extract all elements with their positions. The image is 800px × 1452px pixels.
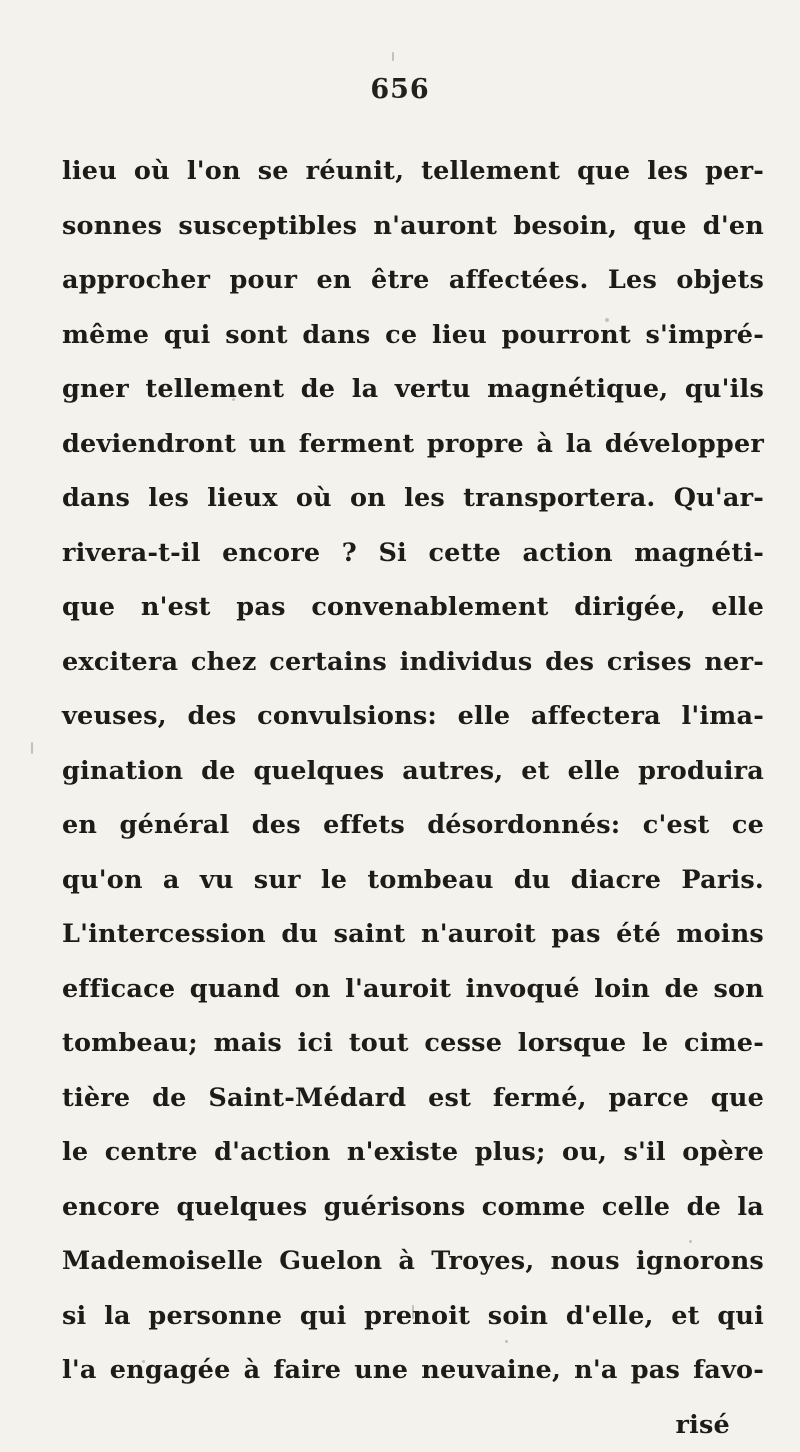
text-line: le centre d'action n'existe plus; ou, s'il opère [62,1125,764,1180]
catchword: risé [62,1398,764,1452]
text-line: encore quelques guérisons comme celle de la [62,1180,764,1235]
text-line: excitera chez certains individus des crises ner- [62,635,764,690]
text-line: deviendront un ferment propre à la développer [62,417,764,472]
text-line: Mademoiselle Guelon à Troyes, nous ignorons [62,1234,764,1289]
text-line: qu'on a vu sur le tombeau du diacre Paris. [62,853,764,908]
text-line: veuses, des convulsions: elle affectera l'ima- [62,689,764,744]
text-line: que n'est pas convenablement dirigée, elle [62,580,764,635]
text-line: L'intercession du saint n'auroit pas été moins [62,907,764,962]
text-line: même qui sont dans ce lieu pourront s'impré- [62,308,764,363]
text-line: rivera-t-il encore ? Si cette action magnéti- [62,526,764,581]
text-line: dans les lieux où on les transportera. Qu'ar- [62,471,764,526]
text-line: en général des effets désordonnés: c'est ce [62,798,764,853]
page-number: 656 [0,74,800,105]
text-line: gination de quelques autres, et elle produira [62,744,764,799]
text-line: approcher pour en être affectées. Les objets [62,253,764,308]
text-line: si la personne qui prenoit soin d'elle, et qui [62,1289,764,1344]
body-text [62,144,764,1452]
text-line: gner tellement de la vertu magnétique, qu'ils [62,362,764,417]
text-line: lieu où l'on se réunit, tellement que les per- [62,144,764,199]
text-line: tière de Saint-Médard est fermé, parce que [62,1071,764,1126]
text-line: l'a engagée à faire une neuvaine, n'a pas favo- [62,1343,764,1398]
text-line: tombeau; mais ici tout cesse lorsque le cime- [62,1016,764,1071]
text-line: efficace quand on l'auroit invoqué loin de son [62,962,764,1017]
text-line: sonnes susceptibles n'auront besoin, que d'en [62,199,764,254]
